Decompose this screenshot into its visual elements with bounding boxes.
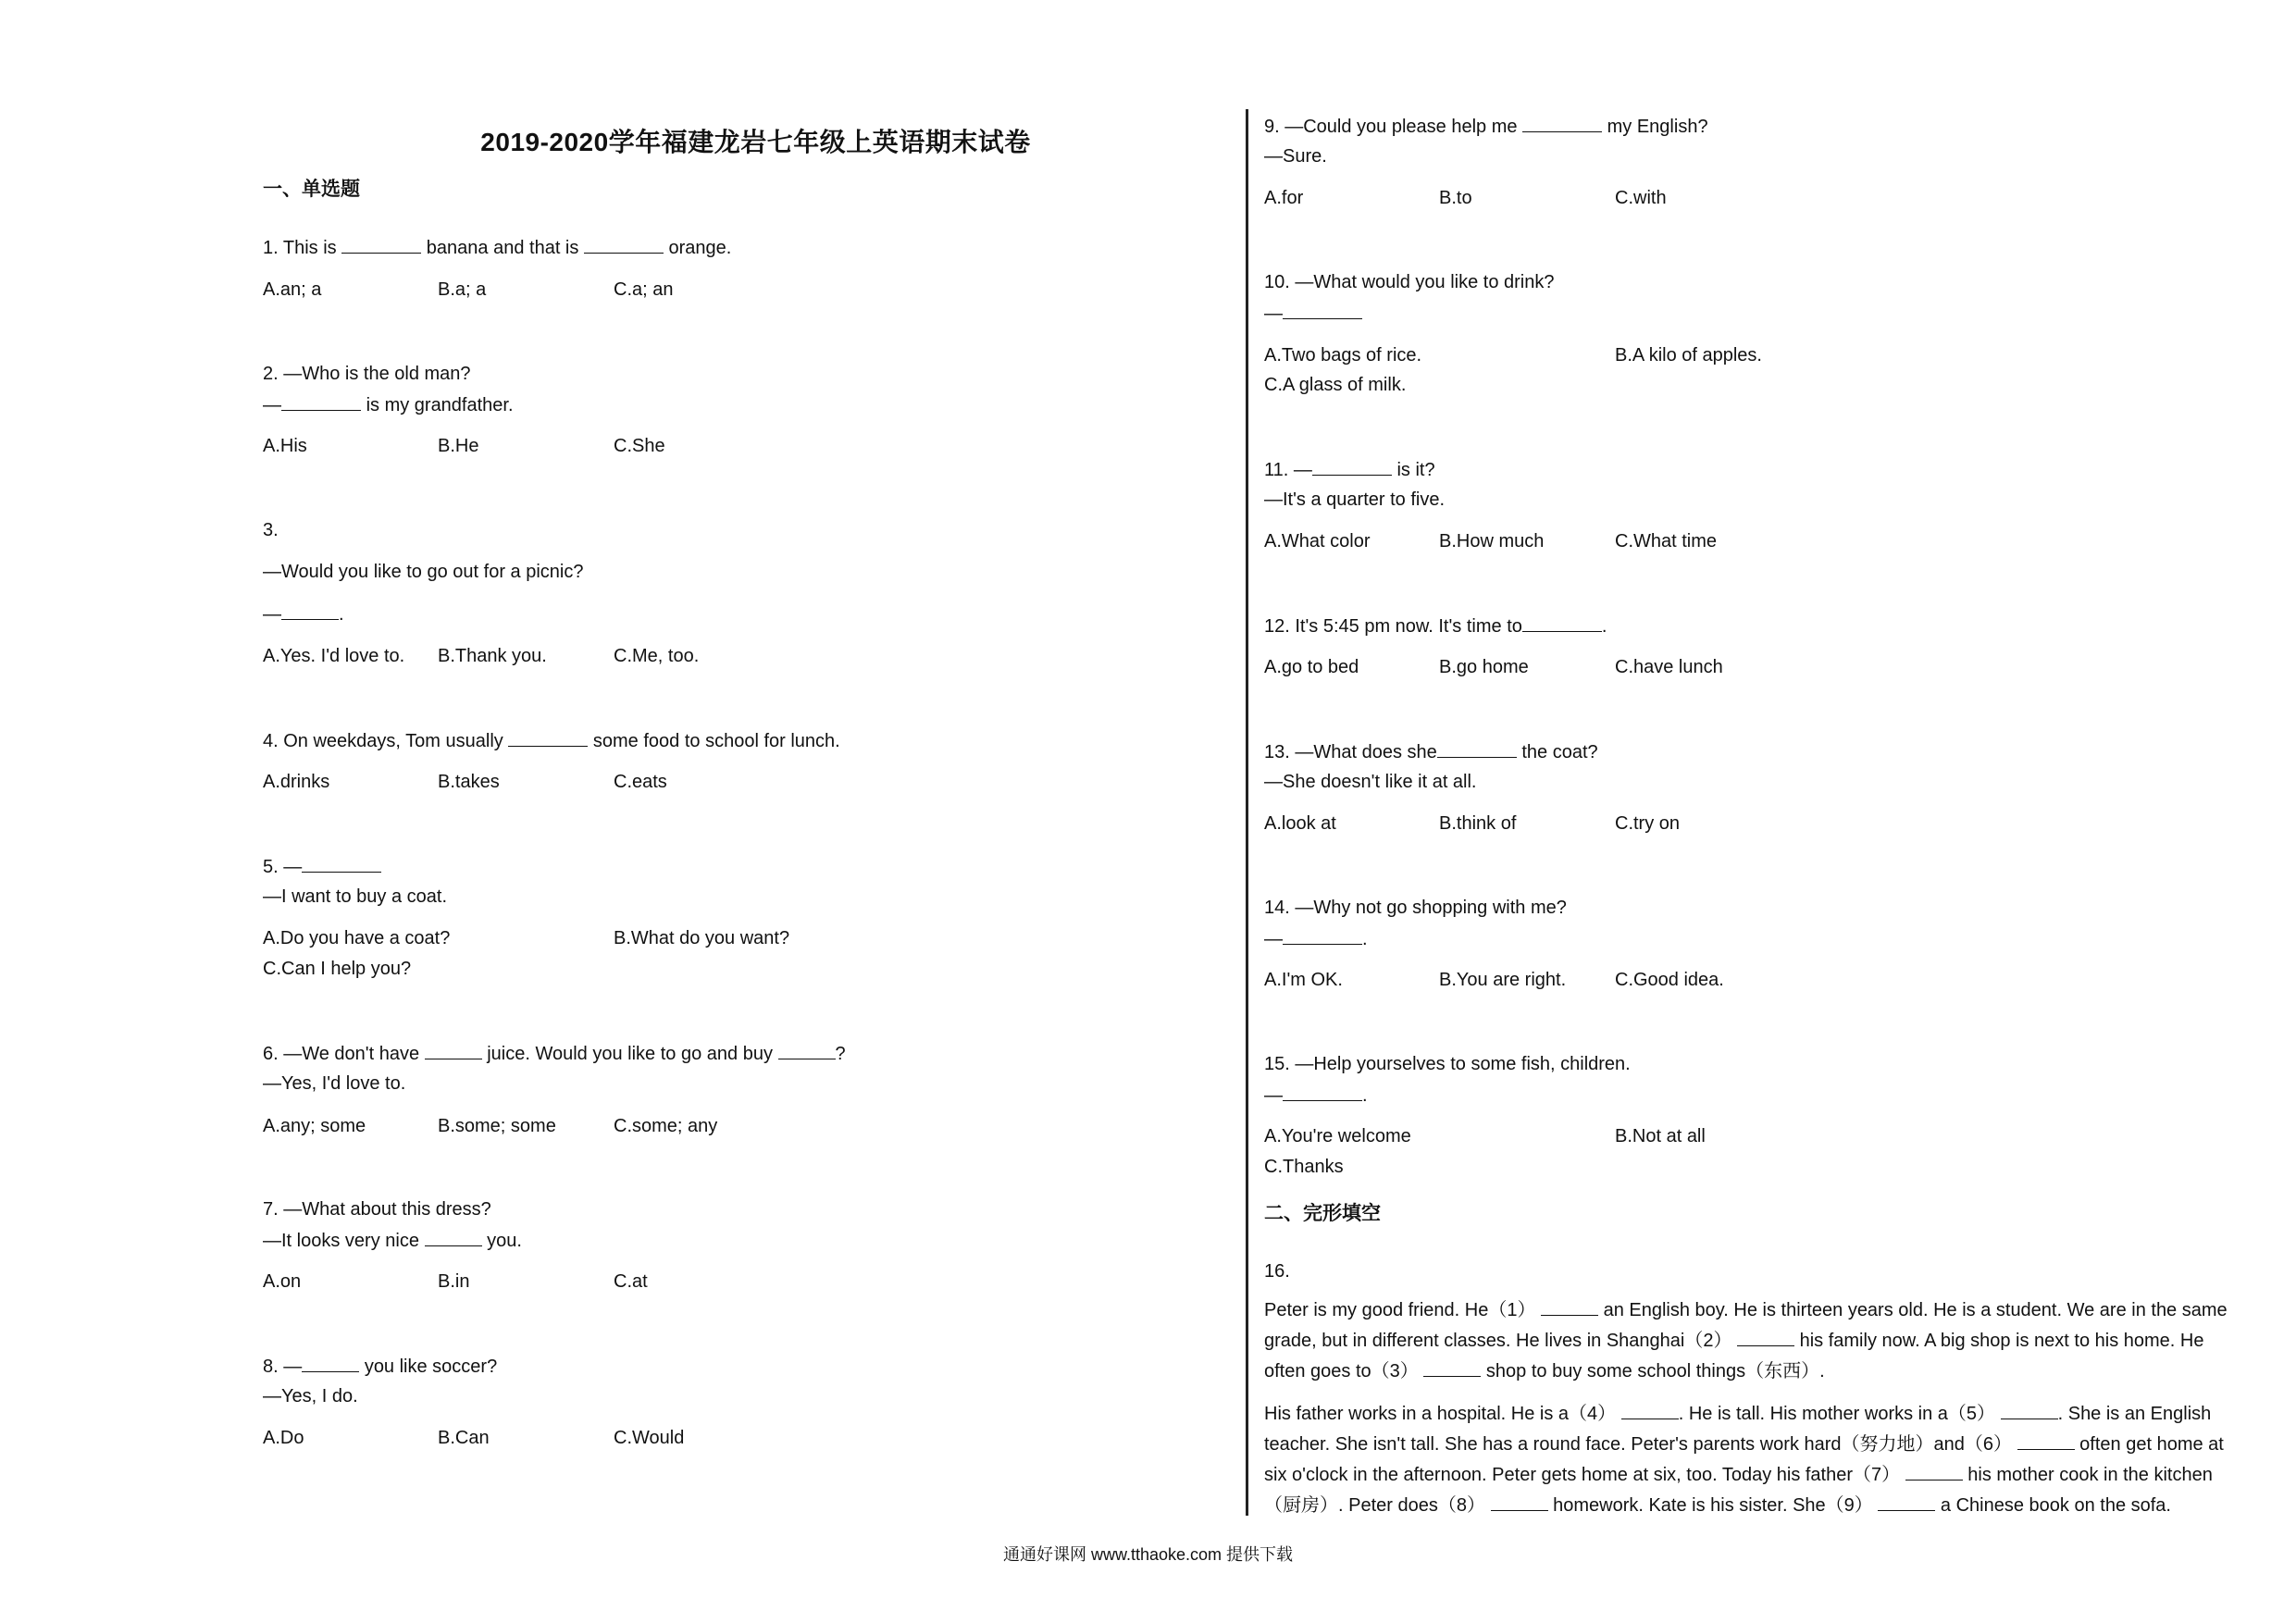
question-14: 14. —Why not go shopping with me? [1264,898,1567,918]
question-2: 2. —Who is the old man? [263,364,471,384]
option-a[interactable]: A.any; some [263,1116,366,1136]
question-15-answer: — . [1264,1085,1368,1106]
option-a[interactable]: A.Do you have a coat? [263,928,451,948]
question-3-number: 3. [263,520,279,540]
option-a[interactable]: A.I'm OK. [1264,970,1343,990]
option-b[interactable]: B.in [438,1271,470,1292]
question-10-answer: — [1264,302,1362,325]
question-3-answer: — . [263,604,344,625]
option-a[interactable]: A.What color [1264,531,1371,551]
option-b[interactable]: B.a; a [438,279,487,300]
option-b[interactable]: B.Can [438,1428,490,1448]
option-b[interactable]: B.You are right. [1439,970,1567,990]
question-4: 4. On weekdays, Tom usually some food to school for lunch. [263,731,840,751]
question-1: 1. This is banana and that is orange. [263,238,732,258]
question-9-answer: —Sure. [1264,146,1327,167]
option-a[interactable]: A.go to bed [1264,657,1359,677]
option-c[interactable]: C.try on [1615,813,1681,834]
column-divider [1246,109,1248,1516]
option-c[interactable]: C.She [614,436,665,456]
option-a[interactable]: A.You're welcome [1264,1126,1411,1146]
option-a[interactable]: A.Two bags of rice. [1264,345,1422,365]
section-cloze: 二、完形填空 [1264,1203,1381,1224]
option-b[interactable]: B.A kilo of apples. [1615,345,1762,365]
question-14-answer: — . [1264,929,1368,949]
option-a[interactable]: A.drinks [263,772,330,792]
question-13-answer: —She doesn't like it at all. [1264,772,1477,792]
question-6: 6. —We don't have juice. Would you like to go and buy ? [263,1044,846,1064]
question-5: 5. — [263,855,381,878]
option-b[interactable]: B.think of [1439,813,1517,834]
question-5-answer: —I want to buy a coat. [263,886,447,907]
option-a[interactable]: A.Do [263,1428,304,1448]
question-11-answer: —It's a quarter to five. [1264,489,1446,510]
option-c[interactable]: C.Good idea. [1615,970,1724,990]
question-7: 7. —What about this dress? [263,1199,491,1220]
option-c[interactable]: C.Can I help you? [263,959,412,979]
question-2-answer: — is my grandfather. [263,395,514,415]
question-15: 15. —Help yourselves to some fish, children. [1264,1054,1631,1074]
option-c[interactable]: C.A glass of milk. [1264,375,1407,395]
section-single-choice: 一、单选题 [263,179,360,200]
question-6-answer: —Yes, I'd love to. [263,1073,406,1094]
question-7-answer: —It looks very nice you. [263,1231,522,1251]
option-c[interactable]: C.with [1615,188,1667,208]
option-a[interactable]: A.for [1264,188,1304,208]
option-c[interactable]: C.a; an [614,279,674,300]
question-10: 10. —What would you like to drink? [1264,272,1555,292]
cloze-paragraph-1: Peter is my good friend. He（1） an English boy. He is thirteen years old. He is a student. We are in the same grade, but in different classes. He lives in Shanghai（2） his family now. A big shop is next to his home. He often goes to（3） shop to buy some school things（东西）. [1264,1300,2228,1381]
question-16-number: 16. [1264,1261,1290,1282]
page-footer: 通通好课网 www.tthaoke.com 提供下载 [1002,1545,1294,1564]
option-c[interactable]: C.at [614,1271,648,1292]
option-b[interactable]: B.takes [438,772,500,792]
option-c[interactable]: C.Would [614,1428,685,1448]
option-a[interactable]: A.look at [1264,813,1336,834]
question-13: 13. —What does she the coat? [1264,742,1598,762]
question-9: 9. —Could you please help me my English? [1264,117,1708,137]
option-b[interactable]: B.What do you want? [614,928,790,948]
page-title: 2019-2020学年福建龙岩七年级上英语期末试卷 [480,128,1031,156]
question-8: 8. — you like soccer? [263,1357,498,1377]
option-b[interactable]: B.go home [1439,657,1529,677]
option-c[interactable]: C.What time [1615,531,1718,551]
option-b[interactable]: B.some; some [438,1116,556,1136]
option-c[interactable]: C.some; any [614,1116,718,1136]
option-c[interactable]: C.have lunch [1615,657,1723,677]
option-b[interactable]: B.Thank you. [438,646,547,666]
option-a[interactable]: A.an; a [263,279,322,300]
option-a[interactable]: A.His [263,436,307,456]
option-c[interactable]: C.Thanks [1264,1157,1344,1177]
question-3: —Would you like to go out for a picnic? [263,562,584,582]
question-11: 11. — is it? [1264,460,1435,480]
question-8-answer: —Yes, I do. [263,1386,358,1406]
option-b[interactable]: B.How much [1439,531,1545,551]
option-b[interactable]: B.to [1439,188,1472,208]
option-a[interactable]: A.on [263,1271,302,1292]
question-12: 12. It's 5:45 pm now. It's time to . [1264,616,1607,637]
option-a[interactable]: A.Yes. I'd love to. [263,646,405,666]
option-c[interactable]: C.Me, too. [614,646,700,666]
option-c[interactable]: C.eats [614,772,667,792]
option-b[interactable]: B.Not at all [1615,1126,1706,1146]
cloze-paragraph-2: His father works in a hospital. He is a（4） . He is tall. His mother works in a（5） . She is an English teacher. She isn't tall. She has a round face. Peter's parents work hard（努力地）and（6） often get home at six o'clock in the afternoon. Peter gets home at six, too. Today his father（7） his mother cook in the kitchen（厨房）. Peter does（8） homework. Kate is his sister. She（9） a Chinese book on the sofa. [1264,1404,2224,1516]
option-b[interactable]: B.He [438,436,479,456]
